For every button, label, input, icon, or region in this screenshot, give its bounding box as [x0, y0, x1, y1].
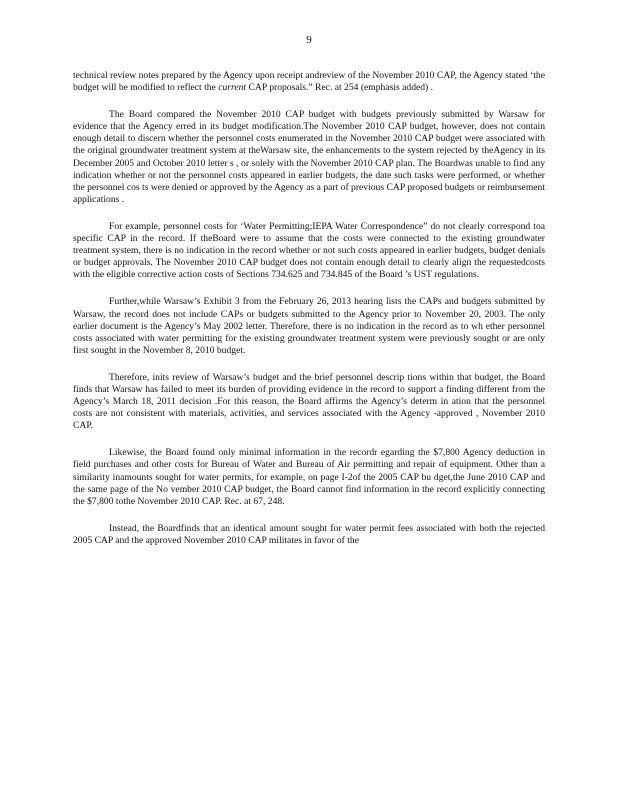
- paragraph-text: technical review notes prepared by the Agency upon receipt andreview of the November 2010 CAP, the Agency stated ‘the budget will be modified to reflect the: [73, 70, 545, 94]
- paragraph-continued: [73, 70, 545, 94]
- paragraph-text: Instead, the Boardfinds that an identical amount sought for water permit fees associated with both the rejected 2005 CAP and the approved November 2010 CAP militates in favor of the: [73, 522, 545, 546]
- paragraph-board-compared: [73, 109, 545, 206]
- paragraph-text: Likewise, the Board found only minimal information in the recordr egarding the $7,800 Agency deduction in field purchases and other costs for Bureau of Water and Bureau of Air permitting and repair of equipment. Other than a similarity inamounts sought for water permits, for example, on page I-2of the 2005 CAP bu dget,the June 2010 CAP and the same page of the No vember 2010 CAP budget, the Board cannot find information in the record explicitly connecting the $7,800 tothe November 2010 CAP. Rec. at 67, 248.: [73, 447, 545, 507]
- emphasized-text: current: [218, 82, 247, 94]
- paragraph-therefore: [73, 372, 545, 432]
- paragraph-further: [73, 296, 545, 356]
- paragraph-text: Therefore, inits review of Warsaw’s budget and the brief personnel descrip tions within that budget, the Board finds that Warsaw has failed to meet its burden of providing evidence in the record to support a finding different from the Agency’s March 18, 2011 decision .For this reason, the Board affirms the Agency’s determ in ation that the personnel costs are not consistent with materials, activities, and services associated with the Agency -approved , November 2010 CAP.: [73, 371, 545, 432]
- paragraph-for-example: [73, 221, 545, 281]
- paragraph-text: For example, personnel costs for ‘Water Permitting;IEPA Water Correspondence” do not clearly correspond toa specific CAP in the record. If theBoard were to assume that the costs were connected to the existing groundwater treatment system, there is no indication in the record whether or not such costs appeared in earlier budgets, budget denials or budget approvals. The November 2010 CAP budget does not contain enough detail to clearly align the requestedcosts with the eligible corrective action costs of Sections 734.625 and 734.845 of the Board ’s UST regulations.: [73, 220, 545, 281]
- paragraph-likewise: [73, 447, 545, 507]
- paragraph-text: Further,while Warsaw’s Exhibit 3 from the February 26, 2013 hearing lists the CAPs and budgets submitted by Warsaw, the record does not include CAPs or budgets submitted to the Agency prior to November 20, 2003. The only earlier document is the Agency’s May 2002 letter. Therefore, there is no indication in the record as to wh ether personnel costs associated with water permitting for the existing groundwater treatment system were previously sought or are only first sought in the November 8, 2010 budget.: [73, 296, 545, 356]
- page-number: 9: [306, 34, 312, 46]
- body-text: [73, 70, 545, 562]
- paragraph-instead: [73, 523, 545, 547]
- paragraph-text: The Board compared the November 2010 CAP budget with budgets previously submitted by Warsaw for evidence that the Agency erred in its budget modification.The November 2010 CAP budget, however, does not contain enough detail to discern whether the personnel costs enumerated in the November 2010 CAP budget were associated with the original groundwater treatment system at theWarsaw site, the enhancements to the system rejected by theAgency in its December 2005 and October 2010 letter s , or solely with the November 2010 CAP plan. The Boardwas unable to find any indication whether or not the personnel costs appeared in earlier budgets, the date such tasks were performed, or whether the personnel cos ts were denied or approved by the Agency as a part of previous CAP proposed budgets or reimbursement applications .: [73, 109, 545, 205]
- paragraph-text: CAP proposals.” Rec. at 254 (emphasis added) .: [246, 82, 434, 94]
